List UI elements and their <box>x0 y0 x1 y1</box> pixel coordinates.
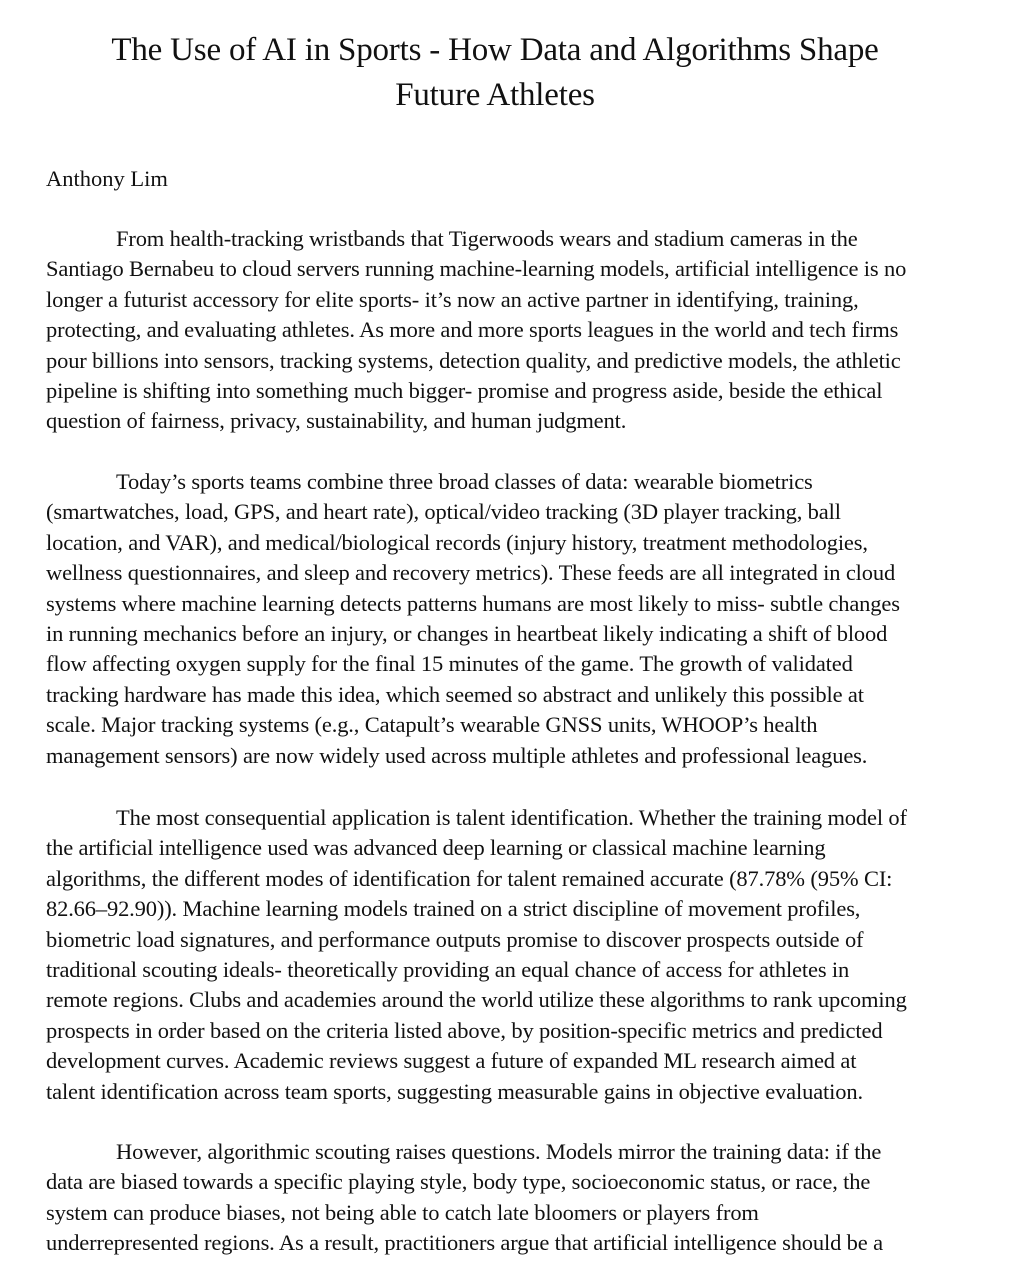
text-line: algorithms, the different modes of identification for talent remained accurate (87.78% (95% CI: <box>46 865 893 891</box>
paragraph-intro <box>46 224 906 437</box>
document-title <box>0 28 990 118</box>
text-line: tracking hardware has made this idea, which seemed so abstract and unlikely this possible at <box>46 681 864 707</box>
author-name: Anthony Lim <box>46 166 168 191</box>
text-line: Today’s sports teams combine three broad classes of data: wearable biometrics <box>116 469 813 494</box>
paragraph-talent-identification <box>46 803 907 1107</box>
text-line: From health-tracking wristbands that Tigerwoods wears and stadium cameras in the <box>116 226 858 251</box>
text-line: biometric load signatures, and performance outputs promise to discover prospects outside of <box>46 926 864 952</box>
text-line: system can produce biases, not being able to catch late bloomers or players from <box>46 1199 759 1225</box>
text-line: longer a futurist accessory for elite sports- it’s now an active partner in identifying, training, <box>46 286 859 312</box>
text-line: data are biased towards a specific playing style, body type, socioeconomic status, or race, the <box>46 1169 871 1195</box>
text-line: management sensors) are now widely used across multiple athletes and professional leagues. <box>46 742 868 768</box>
text-line: 82.66–92.90)). Machine learning models trained on a strict discipline of movement profiles, <box>46 896 861 922</box>
text-line: development curves. Academic reviews suggest a future of expanded ML research aimed at <box>46 1048 857 1074</box>
text-line: pour billions into sensors, tracking systems, detection quality, and predictive models, the athletic <box>46 347 901 373</box>
text-line: Santiago Bernabeu to cloud servers running machine-learning models, artificial intelligence is no <box>46 256 907 282</box>
text-line: the artificial intelligence used was advanced deep learning or classical machine learning <box>46 835 826 861</box>
text-line: location, and VAR), and medical/biological records (injury history, treatment methodologies, <box>46 529 868 555</box>
text-line: systems where machine learning detects patterns humans are most likely to miss- subtle changes <box>46 590 900 616</box>
text-line: remote regions. Clubs and academies around the world utilize these algorithms to rank upcoming <box>46 987 907 1013</box>
title-line: Future Athletes <box>395 77 595 113</box>
text-line: However, algorithmic scouting raises questions. Models mirror the training data: if the <box>116 1139 882 1164</box>
text-line: flow affecting oxygen supply for the final 15 minutes of the game. The growth of validated <box>46 651 853 677</box>
text-line: in running mechanics before an injury, or changes in heartbeat likely indicating a shift of blood <box>46 621 888 647</box>
text-line: (smartwatches, load, GPS, and heart rate), optical/video tracking (3D player tracking, ball <box>46 499 841 525</box>
text-line: talent identification across team sports, suggesting measurable gains in objective evaluation. <box>46 1078 863 1104</box>
paragraph-data-classes <box>46 467 900 771</box>
title-line: The Use of AI in Sports - How Data and Algorithms Shape <box>111 32 879 68</box>
text-line: protecting, and evaluating athletes. As more and more sports leagues in the world and tech firms <box>46 317 899 343</box>
paragraph-bias-concerns <box>46 1137 883 1259</box>
text-line: pipeline is shifting into something much bigger- promise and progress aside, beside the ethical <box>46 378 883 404</box>
text-line: underrepresented regions. As a result, practitioners argue that artificial intelligence should be a <box>46 1230 883 1256</box>
text-line: prospects in order based on the criteria listed above, by position-specific metrics and predicted <box>46 1017 883 1043</box>
text-line: question of fairness, privacy, sustainability, and human judgment. <box>46 408 627 434</box>
text-line: scale. Major tracking systems (e.g., Catapult’s wearable GNSS units, WHOOP’s health <box>46 712 818 738</box>
text-line: wellness questionnaires, and sleep and recovery metrics). These feeds are all integrated in cloud <box>46 560 896 586</box>
text-line: The most consequential application is talent identification. Whether the training model of <box>116 805 907 830</box>
text-line: traditional scouting ideals- theoretically providing an equal chance of access for athletes in <box>46 957 850 983</box>
